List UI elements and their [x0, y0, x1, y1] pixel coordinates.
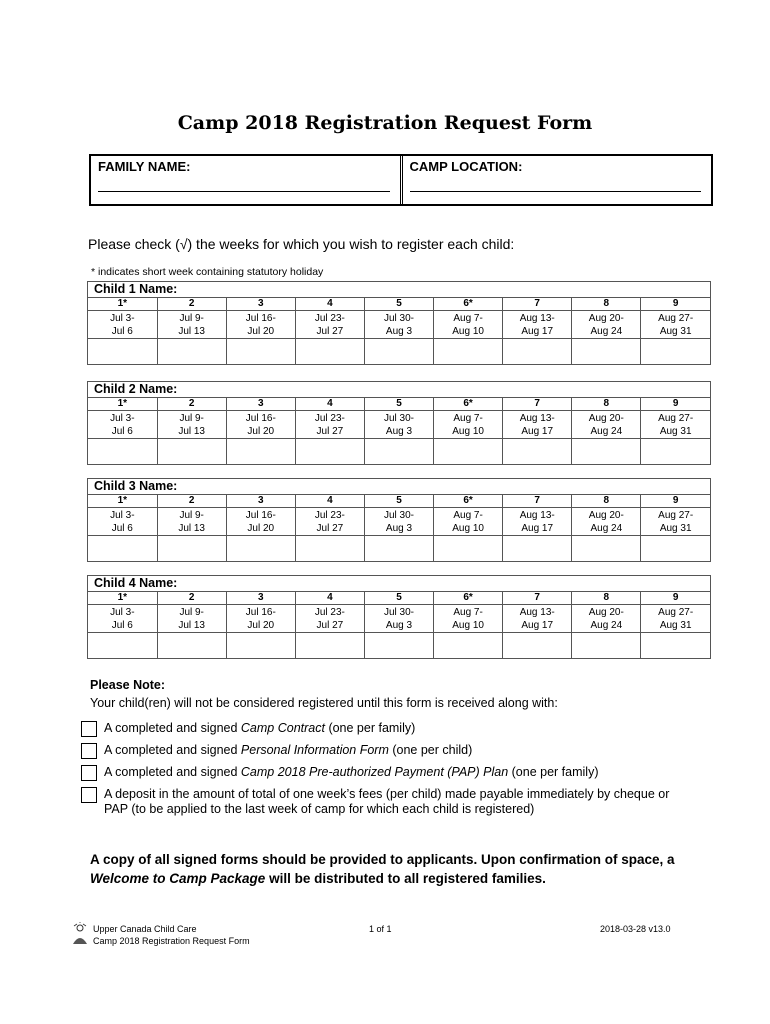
child-3-name-label[interactable]: Child 3 Name:: [88, 479, 710, 495]
week-number: 3: [226, 495, 295, 508]
week-dates: [434, 508, 503, 536]
week-start: Aug 7-: [453, 413, 483, 424]
week-number: 4: [295, 298, 364, 311]
week-dates: [364, 411, 433, 439]
requirement-text: [104, 787, 694, 817]
instructions: Please check (√) the weeks for which you wish to register each child:: [88, 236, 515, 252]
week-dates: [364, 605, 433, 633]
week-check-cell[interactable]: [88, 633, 157, 659]
week-dates: [226, 508, 295, 536]
week-number: 4: [295, 398, 364, 411]
week-check-cell[interactable]: [157, 633, 226, 659]
week-check-cell[interactable]: [503, 339, 572, 365]
week-dates: [641, 605, 710, 633]
requirement-checkbox[interactable]: [81, 721, 97, 737]
week-start: Aug 20-: [588, 510, 624, 521]
week-check-cell[interactable]: [157, 439, 226, 465]
week-start: Aug 7-: [453, 607, 483, 618]
week-start: Jul 16-: [245, 510, 276, 521]
week-end: Jul 13: [178, 523, 205, 534]
week-end: Aug 17: [521, 523, 554, 534]
week-start: Aug 27-: [658, 607, 694, 618]
closing-package-name: Welcome to Camp Package: [90, 871, 266, 886]
week-number: 4: [295, 592, 364, 605]
requirement-text-post: (one per family): [508, 765, 599, 779]
week-end: Aug 24: [590, 326, 623, 337]
week-end: Aug 31: [659, 326, 692, 337]
footer-page-number: 1 of 1: [369, 924, 392, 934]
week-end: Aug 3: [385, 326, 413, 337]
week-dates: [157, 605, 226, 633]
week-number: 9: [641, 495, 710, 508]
week-start: Aug 27-: [658, 313, 694, 324]
week-end: Jul 6: [111, 326, 133, 337]
week-dates: [572, 605, 641, 633]
week-check-cell[interactable]: [503, 536, 572, 562]
week-dates: [434, 411, 503, 439]
week-dates: [295, 605, 364, 633]
form-title: Camp 2018 Registration Request Form: [177, 112, 593, 134]
week-start: Aug 7-: [453, 510, 483, 521]
week-dates: [503, 311, 572, 339]
week-end: Jul 20: [247, 620, 275, 631]
week-number: 8: [572, 398, 641, 411]
week-start: Jul 16-: [245, 413, 276, 424]
week-end: Aug 3: [385, 620, 413, 631]
week-check-cell[interactable]: [434, 536, 503, 562]
week-dates: [157, 411, 226, 439]
week-check-cell[interactable]: [572, 339, 641, 365]
week-end: Aug 3: [385, 426, 413, 437]
week-number: 3: [226, 298, 295, 311]
week-check-cell[interactable]: [434, 633, 503, 659]
week-check-cell[interactable]: [157, 339, 226, 365]
week-number: 2: [157, 298, 226, 311]
week-start: Aug 13-: [519, 313, 555, 324]
week-dates: [572, 411, 641, 439]
week-number: 8: [572, 592, 641, 605]
week-start: Aug 27-: [658, 413, 694, 424]
week-start: Aug 20-: [588, 313, 624, 324]
child-3-block: [87, 478, 711, 562]
week-end: Aug 10: [452, 523, 484, 534]
week-check-cell[interactable]: [641, 536, 710, 562]
week-start: Jul 23-: [314, 413, 345, 424]
week-check-cell[interactable]: [226, 339, 295, 365]
week-number: 5: [364, 495, 433, 508]
camp-location-field[interactable]: [410, 191, 702, 192]
week-dates: [364, 508, 433, 536]
week-number: 2: [157, 592, 226, 605]
week-check-cell[interactable]: [641, 633, 710, 659]
week-number: 1*: [88, 298, 157, 311]
week-start: Jul 30-: [383, 607, 414, 618]
week-dates: [88, 411, 157, 439]
week-dates: [157, 311, 226, 339]
week-number: 5: [364, 298, 433, 311]
week-start: Jul 3-: [110, 413, 135, 424]
week-end: Jul 27: [316, 523, 344, 534]
week-number: 6*: [434, 298, 503, 311]
child-4-week-table: [88, 592, 710, 658]
camp-location-label: CAMP LOCATION:: [409, 159, 523, 174]
week-end: Aug 17: [521, 620, 554, 631]
week-check-cell[interactable]: [226, 633, 295, 659]
week-start: Jul 16-: [245, 607, 276, 618]
week-check-cell[interactable]: [434, 439, 503, 465]
week-check-cell[interactable]: [364, 633, 433, 659]
week-check-cell[interactable]: [503, 439, 572, 465]
week-check-cell[interactable]: [295, 439, 364, 465]
week-check-cell[interactable]: [226, 439, 295, 465]
week-dates: [641, 508, 710, 536]
week-end: Aug 17: [521, 426, 554, 437]
child-2-week-table: [88, 398, 710, 464]
week-number: 1*: [88, 592, 157, 605]
week-check-cell[interactable]: [364, 439, 433, 465]
week-start: Jul 30-: [383, 510, 414, 521]
week-start: Jul 23-: [314, 313, 345, 324]
requirement-text: [104, 721, 694, 736]
family-name-field[interactable]: [98, 191, 390, 192]
closing-line1: A copy of all signed forms should be provided to applicants. Upon confirmation of space, a: [90, 852, 675, 867]
requirement-text-pre: A deposit in the amount of total of one week’s fees (per child) made payable immediately by cheque or PAP (to be applied to the last week of camp for which each child is registered): [104, 787, 670, 816]
week-end: Jul 20: [247, 326, 275, 337]
week-dates: [226, 605, 295, 633]
week-number: 9: [641, 398, 710, 411]
requirement-text-pre: A completed and signed: [104, 765, 241, 779]
week-start: Jul 3-: [110, 607, 135, 618]
week-start: Jul 30-: [383, 413, 414, 424]
week-start: Jul 3-: [110, 313, 135, 324]
week-check-cell[interactable]: [88, 439, 157, 465]
footer-org: Upper Canada Child Care: [93, 924, 197, 934]
week-number: 7: [503, 495, 572, 508]
week-end: Aug 3: [385, 523, 413, 534]
week-start: Aug 27-: [658, 510, 694, 521]
child-4-block: [87, 575, 711, 659]
week-dates: [503, 411, 572, 439]
requirement-text-pre: A completed and signed: [104, 743, 241, 757]
child-2-block: [87, 381, 711, 465]
week-dates: [434, 605, 503, 633]
week-dates: [503, 605, 572, 633]
week-start: Jul 9-: [179, 607, 204, 618]
requirement-checkbox[interactable]: [81, 765, 97, 781]
week-number: 1*: [88, 495, 157, 508]
family-info-box: [89, 154, 713, 206]
requirement-document-name: Camp 2018 Pre-authorized Payment (PAP) Plan: [240, 765, 509, 779]
requirement-document-name: Personal Information Form: [240, 743, 389, 757]
week-end: Aug 31: [659, 523, 692, 534]
week-number: 7: [503, 398, 572, 411]
week-check-cell[interactable]: [572, 633, 641, 659]
family-name-label: FAMILY NAME:: [98, 159, 191, 174]
week-number: 6*: [434, 495, 503, 508]
week-dates: [88, 508, 157, 536]
week-start: Jul 16-: [245, 313, 276, 324]
week-end: Jul 27: [316, 620, 344, 631]
closing-line2: will be distributed to all registered families.: [265, 871, 546, 886]
requirement-text-pre: A completed and signed: [104, 721, 241, 735]
week-dates: [88, 311, 157, 339]
week-number: 3: [226, 592, 295, 605]
week-start: Aug 13-: [519, 607, 555, 618]
child-2-name-label[interactable]: Child 2 Name:: [88, 382, 710, 398]
week-start: Aug 13-: [519, 413, 555, 424]
week-end: Jul 13: [178, 620, 205, 631]
week-number: 2: [157, 398, 226, 411]
week-number: 8: [572, 495, 641, 508]
week-check-cell[interactable]: [88, 536, 157, 562]
logo-icon: [70, 922, 90, 946]
requirement-document-name: Camp Contract: [240, 721, 325, 735]
week-check-cell[interactable]: [641, 439, 710, 465]
week-start: Aug 13-: [519, 510, 555, 521]
week-end: Jul 6: [111, 426, 133, 437]
week-check-cell[interactable]: [157, 536, 226, 562]
statutory-holiday-note: * indicates short week containing statutory holiday: [91, 266, 324, 278]
child-3-week-table: [88, 495, 710, 561]
week-end: Aug 24: [590, 620, 623, 631]
week-number: 6*: [434, 592, 503, 605]
week-number: 7: [503, 298, 572, 311]
week-number: 8: [572, 298, 641, 311]
please-note-title: Please Note:: [90, 678, 166, 692]
week-number: 2: [157, 495, 226, 508]
requirement-checkbox[interactable]: [81, 743, 97, 759]
week-dates: [157, 508, 226, 536]
week-start: Jul 9-: [179, 413, 204, 424]
week-number: 5: [364, 592, 433, 605]
week-end: Aug 24: [590, 523, 623, 534]
child-4-name-label[interactable]: Child 4 Name:: [88, 576, 710, 592]
week-end: Jul 27: [316, 326, 344, 337]
week-end: Jul 20: [247, 523, 275, 534]
week-end: Aug 31: [659, 426, 692, 437]
week-check-cell[interactable]: [226, 536, 295, 562]
week-end: Jul 13: [178, 426, 205, 437]
week-start: Jul 9-: [179, 510, 204, 521]
child-1-block: [87, 281, 711, 365]
week-check-cell[interactable]: [295, 339, 364, 365]
week-end: Jul 13: [178, 326, 205, 337]
week-start: Aug 7-: [453, 313, 483, 324]
week-dates: [295, 411, 364, 439]
week-check-cell[interactable]: [295, 633, 364, 659]
week-dates: [503, 508, 572, 536]
week-end: Aug 10: [452, 426, 484, 437]
week-dates: [572, 508, 641, 536]
week-number: 3: [226, 398, 295, 411]
week-check-cell[interactable]: [641, 339, 710, 365]
week-check-cell[interactable]: [434, 339, 503, 365]
week-end: Aug 31: [659, 620, 692, 631]
child-1-name-label[interactable]: Child 1 Name:: [88, 282, 710, 298]
week-dates: [434, 311, 503, 339]
week-check-cell[interactable]: [572, 439, 641, 465]
week-dates: [226, 311, 295, 339]
week-start: Aug 20-: [588, 413, 624, 424]
footer-version: 2018-03-28 v13.0: [600, 924, 671, 934]
week-start: Jul 23-: [314, 510, 345, 521]
week-end: Jul 6: [111, 523, 133, 534]
week-number: 5: [364, 398, 433, 411]
week-number: 7: [503, 592, 572, 605]
week-check-cell[interactable]: [503, 633, 572, 659]
requirement-text-post: (one per family): [324, 721, 416, 735]
week-dates: [226, 411, 295, 439]
week-dates: [572, 311, 641, 339]
week-start: Jul 23-: [314, 607, 345, 618]
week-number: 9: [641, 298, 710, 311]
week-start: Jul 30-: [383, 313, 414, 324]
week-end: Jul 27: [316, 426, 344, 437]
week-dates: [88, 605, 157, 633]
week-dates: [295, 508, 364, 536]
week-number: 4: [295, 495, 364, 508]
week-end: Aug 17: [521, 326, 554, 337]
week-end: Jul 20: [247, 426, 275, 437]
week-dates: [641, 311, 710, 339]
week-end: Jul 6: [111, 620, 133, 631]
week-end: Aug 10: [452, 620, 484, 631]
week-check-cell[interactable]: [364, 536, 433, 562]
week-check-cell[interactable]: [88, 339, 157, 365]
week-number: 1*: [88, 398, 157, 411]
week-start: Jul 9-: [179, 313, 204, 324]
please-note-text: Your child(ren) will not be considered registered until this form is received along with:: [90, 696, 558, 710]
week-check-cell[interactable]: [364, 339, 433, 365]
week-number: 6*: [434, 398, 503, 411]
week-dates: [295, 311, 364, 339]
footer-form-name: Camp 2018 Registration Request Form: [93, 936, 250, 946]
week-start: Jul 3-: [110, 510, 135, 521]
week-end: Aug 24: [590, 426, 623, 437]
week-check-cell[interactable]: [295, 536, 364, 562]
requirement-text: [104, 765, 694, 780]
week-dates: [641, 411, 710, 439]
week-end: Aug 10: [452, 326, 484, 337]
week-number: 9: [641, 592, 710, 605]
week-check-cell[interactable]: [572, 536, 641, 562]
requirement-text: [104, 743, 694, 758]
requirement-text-post: (one per child): [388, 743, 473, 757]
week-start: Aug 20-: [588, 607, 624, 618]
closing-statement: [90, 850, 690, 888]
requirement-checkbox[interactable]: [81, 787, 97, 803]
family-name-cell: [91, 156, 400, 204]
camp-location-cell: [400, 156, 712, 204]
week-dates: [364, 311, 433, 339]
child-1-week-table: [88, 298, 710, 364]
